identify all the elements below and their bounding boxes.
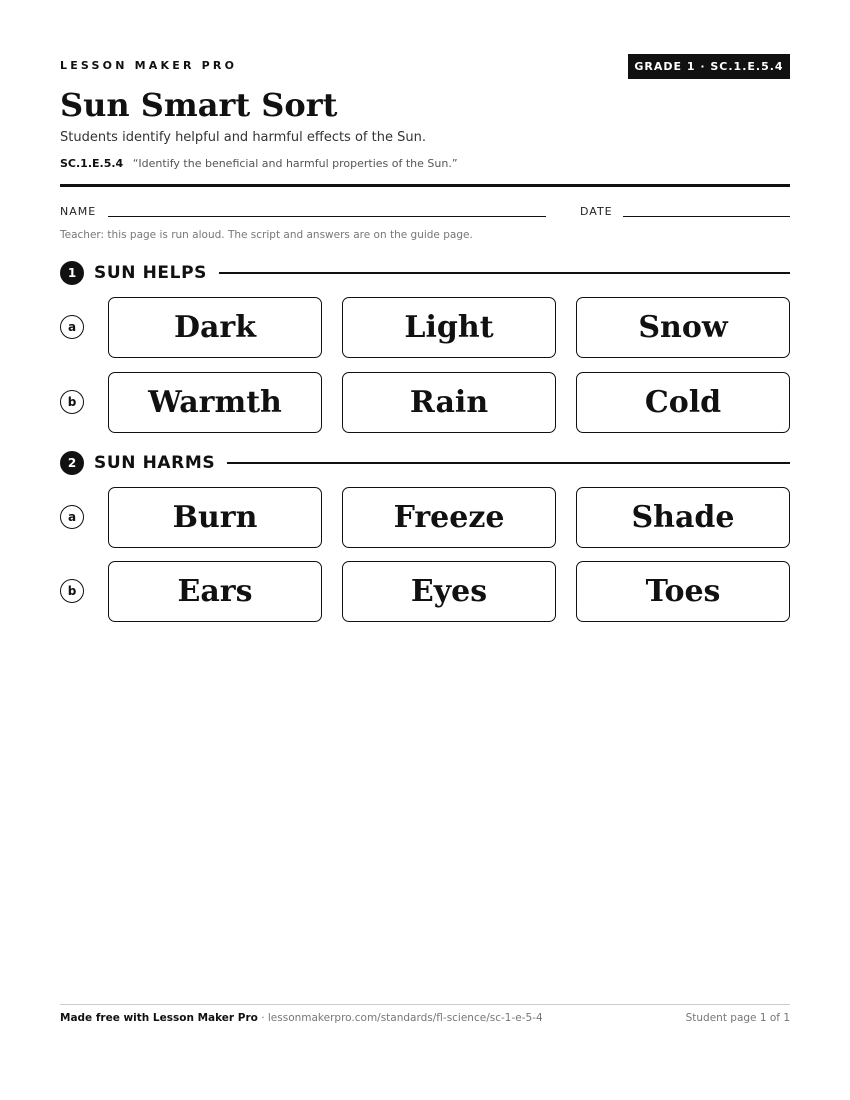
row-letter-badge: a [60, 505, 84, 529]
row-letter-badge: a [60, 315, 84, 339]
section-divider [227, 462, 790, 464]
footer-url: · lessonmakerpro.com/standards/fl-science/sc-1-e-5-4 [257, 1012, 543, 1024]
word-card[interactable]: Eyes [342, 561, 556, 622]
footer-credit [60, 1012, 543, 1024]
sort-row [60, 561, 790, 623]
standard-line [60, 157, 458, 170]
standard-text: “Identify the beneficial and harmful properties of the Sun.” [132, 157, 458, 170]
standard-code: SC.1.E.5.4 [60, 157, 124, 170]
header-divider [60, 184, 790, 187]
brand-name: LESSON MAKER PRO [60, 59, 238, 72]
section-label: SUN HELPS [94, 263, 207, 283]
word-card[interactable]: Shade [576, 487, 790, 548]
word-card[interactable]: Toes [576, 561, 790, 622]
word-card[interactable]: Snow [576, 297, 790, 358]
page-subtitle: Students identify helpful and harmful effects of the Sun. [60, 130, 426, 145]
section-heading-sun-helps [60, 261, 790, 285]
date-label: DATE [580, 205, 613, 218]
teacher-note: Teacher: this page is run aloud. The script and answers are on the guide page. [60, 229, 473, 241]
footer-made-with: Made free with Lesson Maker Pro [60, 1012, 258, 1024]
section-label: SUN HARMS [94, 453, 216, 473]
sort-row [60, 487, 790, 549]
footer-page-number: Student page 1 of 1 [685, 1012, 790, 1024]
row-letter-badge: b [60, 579, 84, 603]
section-number-badge: 2 [60, 451, 84, 475]
word-card[interactable]: Freeze [342, 487, 556, 548]
name-label: NAME [60, 205, 97, 218]
sort-row [60, 372, 790, 434]
word-card[interactable]: Warmth [108, 372, 322, 433]
date-field-line[interactable] [623, 216, 790, 217]
page-title: Sun Smart Sort [60, 86, 338, 124]
sort-row [60, 297, 790, 359]
name-field-line[interactable] [108, 216, 546, 217]
section-heading-sun-harms [60, 451, 790, 475]
section-number-badge: 1 [60, 261, 84, 285]
word-card[interactable]: Rain [342, 372, 556, 433]
word-card[interactable]: Dark [108, 297, 322, 358]
row-letter-badge: b [60, 390, 84, 414]
grade-badge: GRADE 1 · SC.1.E.5.4 [628, 54, 790, 79]
section-divider [219, 272, 790, 274]
word-card[interactable]: Ears [108, 561, 322, 622]
word-card[interactable]: Light [342, 297, 556, 358]
footer-divider [60, 1004, 790, 1005]
word-card[interactable]: Burn [108, 487, 322, 548]
word-card[interactable]: Cold [576, 372, 790, 433]
